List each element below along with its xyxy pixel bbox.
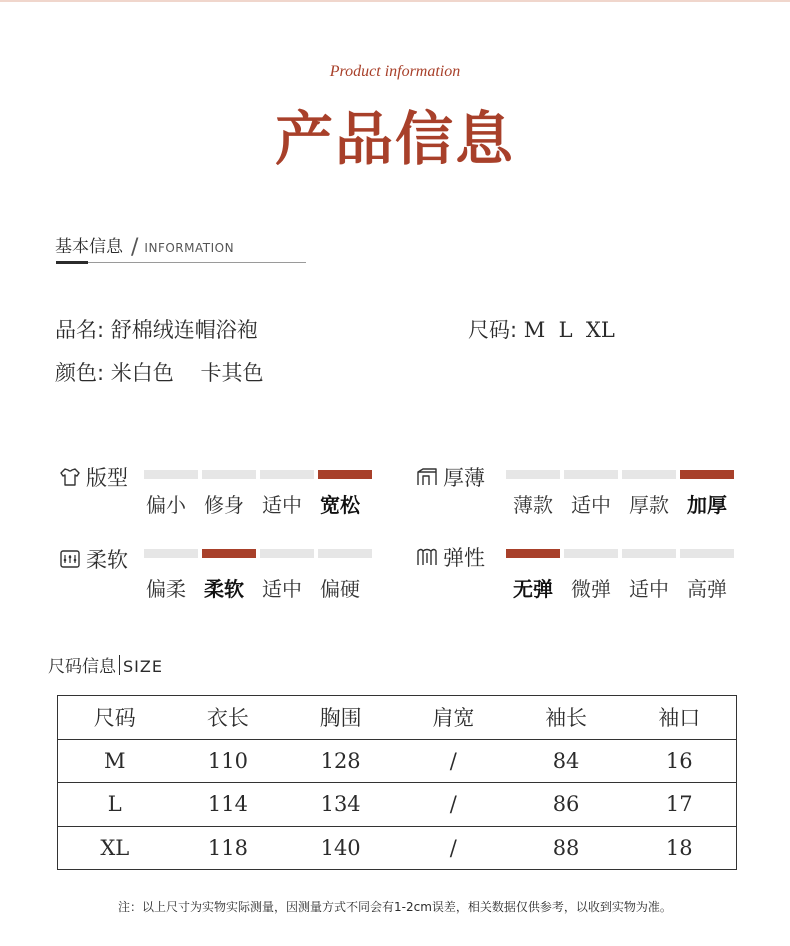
product-size-value: M L XL xyxy=(523,318,615,342)
rating-bar xyxy=(622,549,676,558)
attr-fit-label: 版型 xyxy=(86,466,128,490)
size-table xyxy=(57,695,737,870)
rating-option: 偏硬 xyxy=(320,577,360,601)
shirt-icon xyxy=(58,465,82,489)
table-cell: XL xyxy=(100,835,130,860)
attr-softness-label: 柔软 xyxy=(86,548,128,572)
attr-elasticity xyxy=(415,542,485,572)
rating-option: 修身 xyxy=(204,493,244,517)
table-cell: / xyxy=(449,792,457,817)
table-cell: 86 xyxy=(552,792,580,817)
column-header: 尺码 xyxy=(93,706,136,731)
rating-option-selected: 宽松 xyxy=(320,493,360,517)
heading-separator xyxy=(119,655,120,675)
rating-option-selected: 无弹 xyxy=(513,577,553,601)
basic-info-heading-text: 基本信息 xyxy=(55,237,123,257)
rating-bar-selected xyxy=(202,549,256,558)
table-cell: / xyxy=(449,748,457,773)
table-cell: 118 xyxy=(207,835,248,860)
table-row xyxy=(58,826,737,870)
rating-option: 微弹 xyxy=(571,577,611,601)
table-cell: M xyxy=(104,748,126,773)
rating-option: 适中 xyxy=(571,493,611,517)
top-divider xyxy=(0,0,790,2)
table-cell: 18 xyxy=(665,835,693,860)
rating-bar-selected xyxy=(506,549,560,558)
attr-elasticity-options xyxy=(504,573,736,602)
rating-option-selected: 柔软 xyxy=(204,577,244,601)
product-name-value: 舒棉绒连帽浴袍 xyxy=(110,318,258,342)
table-cell: 110 xyxy=(207,748,248,773)
rating-bar xyxy=(260,470,314,479)
rating-option: 厚款 xyxy=(629,493,669,517)
footnote: 注：以上尺寸为实物实际测量，因测量方式不同会有1-2cm误差，相关数据仅供参考，以收到实物为准。 xyxy=(118,900,672,914)
attr-fit xyxy=(58,462,128,492)
rating-bar-selected xyxy=(318,470,372,479)
attr-thickness xyxy=(415,462,485,492)
size-info-heading-en: SIZE xyxy=(123,657,163,676)
rating-bar xyxy=(144,470,198,479)
house-icon xyxy=(415,465,439,489)
basic-info-heading-en: INFORMATION xyxy=(144,241,235,255)
rating-bar xyxy=(564,549,618,558)
table-cell: / xyxy=(449,835,457,860)
rating-option: 偏小 xyxy=(146,493,186,517)
table-cell: 128 xyxy=(320,748,361,773)
page-title: 产品信息 xyxy=(274,105,515,173)
rating-option: 适中 xyxy=(629,577,669,601)
attr-softness-options xyxy=(137,573,369,602)
stretch-icon xyxy=(415,545,439,569)
table-cell: 114 xyxy=(207,792,248,817)
attr-thickness-label: 厚薄 xyxy=(443,466,485,490)
title-subtitle-en: Product information xyxy=(329,63,461,80)
rating-bar xyxy=(564,470,618,479)
attr-softness-bars xyxy=(144,549,376,558)
product-size-label: 尺码: xyxy=(468,318,518,342)
attr-fit-bars xyxy=(144,470,376,479)
table-row xyxy=(58,739,737,783)
rating-option: 适中 xyxy=(262,493,302,517)
attr-softness xyxy=(58,544,128,574)
fabric-icon xyxy=(58,547,82,571)
section-underline-accent xyxy=(56,261,88,264)
product-color-value-1: 米白色 xyxy=(110,361,174,385)
rating-option: 偏柔 xyxy=(146,577,186,601)
rating-option: 薄款 xyxy=(513,493,553,517)
table-cell: 16 xyxy=(665,748,693,773)
size-info-heading-text: 尺码信息 xyxy=(48,657,116,677)
rating-bar xyxy=(260,549,314,558)
column-header: 胸围 xyxy=(319,706,362,731)
rating-bar-selected xyxy=(680,470,734,479)
product-name xyxy=(55,314,258,344)
attr-fit-options xyxy=(137,489,369,518)
basic-info-heading xyxy=(55,232,234,258)
product-color-value-2: 卡其色 xyxy=(200,361,264,385)
size-table-header xyxy=(58,696,737,740)
slash-divider: / xyxy=(131,235,139,260)
column-header: 袖口 xyxy=(658,706,701,731)
column-header: 袖长 xyxy=(545,706,588,731)
attr-thickness-bars xyxy=(506,470,738,479)
table-cell: 140 xyxy=(320,835,361,860)
table-cell: L xyxy=(107,792,122,817)
rating-bar xyxy=(622,470,676,479)
rating-bar xyxy=(202,470,256,479)
table-cell: 88 xyxy=(552,835,580,860)
attr-elasticity-label: 弹性 xyxy=(443,546,485,570)
size-info-heading xyxy=(48,652,163,677)
rating-option: 高弹 xyxy=(687,577,727,601)
table-cell: 84 xyxy=(552,748,580,773)
table-cell: 134 xyxy=(320,792,361,817)
product-color xyxy=(55,357,263,387)
rating-option-selected: 加厚 xyxy=(687,493,727,517)
product-color-label: 颜色: xyxy=(55,361,105,385)
column-header: 肩宽 xyxy=(432,706,475,731)
product-name-label: 品名: xyxy=(55,318,105,342)
rating-bar xyxy=(144,549,198,558)
section-underline xyxy=(56,262,306,263)
rating-bar xyxy=(680,549,734,558)
attr-elasticity-bars xyxy=(506,549,738,558)
table-row xyxy=(58,783,737,827)
rating-bar xyxy=(506,470,560,479)
rating-option: 适中 xyxy=(262,577,302,601)
column-header: 衣长 xyxy=(206,706,249,731)
attr-thickness-options xyxy=(504,489,736,518)
table-cell: 17 xyxy=(665,792,693,817)
rating-bar xyxy=(318,549,372,558)
product-size xyxy=(468,314,615,344)
